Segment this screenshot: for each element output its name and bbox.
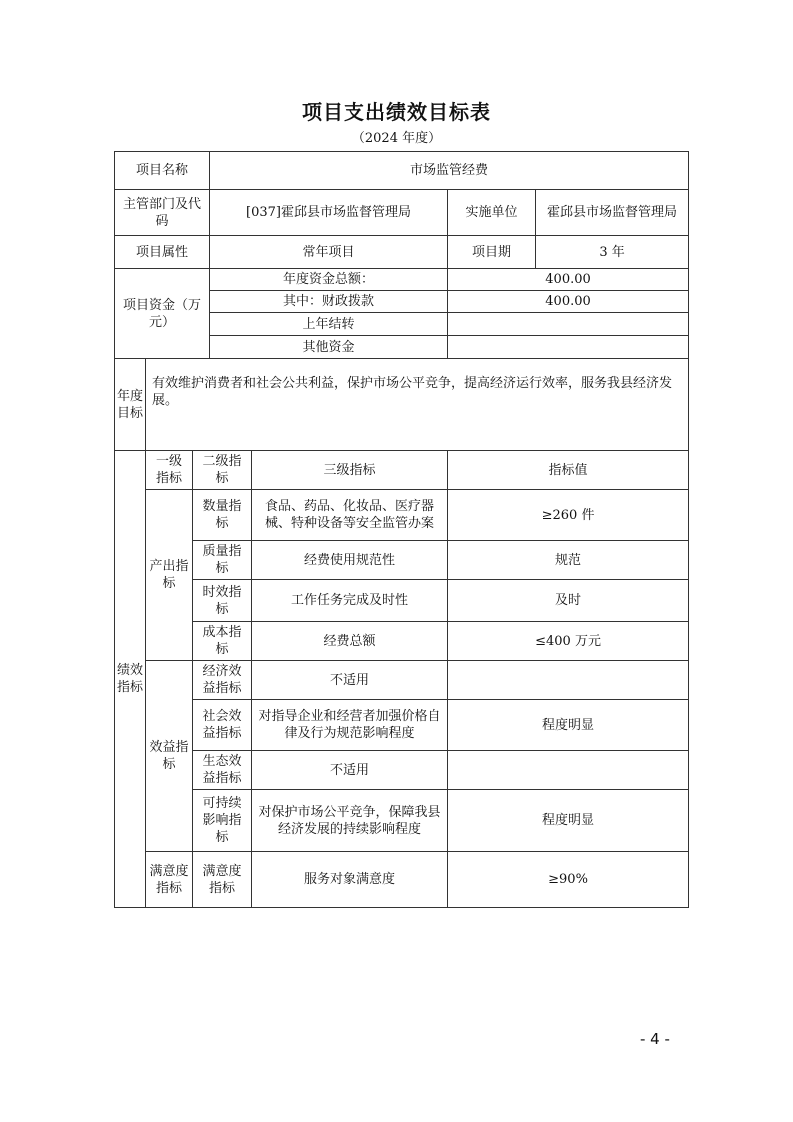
indicator-row: [115, 852, 689, 908]
level2-cell: 数量指标: [193, 490, 252, 541]
value-cell: 规范: [448, 541, 689, 580]
indicator-row: [115, 580, 689, 622]
value-cell: 程度明显: [448, 700, 689, 751]
dept-label: 主管部门及代码: [115, 190, 210, 236]
level2-cell: 质量指标: [193, 541, 252, 580]
level2-cell: 社会效益指标: [193, 700, 252, 751]
performance-target-table: [114, 151, 689, 908]
header-level3: 三级指标: [252, 451, 448, 490]
level3-cell: 工作任务完成及时性: [252, 580, 448, 622]
level2-cell: 生态效益指标: [193, 751, 252, 790]
value-cell: 及时: [448, 580, 689, 622]
indicator-row: [115, 622, 689, 661]
level2-cell: 成本指标: [193, 622, 252, 661]
value-cell: [448, 661, 689, 700]
fund-label: 其他资金: [210, 336, 448, 359]
level3-cell: 不适用: [252, 751, 448, 790]
level3-cell: 对指导企业和经营者加强价格自律及行为规范影响程度: [252, 700, 448, 751]
impl-value: 霍邱县市场监督管理局: [536, 190, 689, 236]
level3-cell: 经费总额: [252, 622, 448, 661]
row-funds-total: [115, 269, 689, 291]
row-indicator-headers: [115, 451, 689, 490]
header-level1: 一级指标: [146, 451, 193, 490]
row-project-name: [115, 152, 689, 190]
fund-label: 上年结转: [210, 313, 448, 336]
indicator-row: [115, 490, 689, 541]
project-name-value: 市场监管经费: [210, 152, 689, 190]
value-cell: ≤400 万元: [448, 622, 689, 661]
fund-value: [448, 313, 689, 336]
satisfaction-indicator-label: 满意度指标: [146, 852, 193, 908]
level2-cell: 满意度指标: [193, 852, 252, 908]
value-cell: ≥90%: [448, 852, 689, 908]
period-value: 3 年: [536, 236, 689, 269]
funds-label: 项目资金（万元）: [115, 269, 210, 359]
fund-value: 400.00: [448, 269, 689, 291]
row-department: [115, 190, 689, 236]
attr-label: 项目属性: [115, 236, 210, 269]
indicator-row: [115, 790, 689, 852]
level3-cell: 经费使用规范性: [252, 541, 448, 580]
indicator-row: [115, 751, 689, 790]
fund-label: 其中：财政拨款: [210, 291, 448, 313]
indicator-row: [115, 541, 689, 580]
dept-value: [037]霍邱县市场监督管理局: [210, 190, 448, 236]
output-indicator-label: 产出指标: [146, 490, 193, 661]
impl-label: 实施单位: [448, 190, 536, 236]
page-number: - 4 -: [640, 1030, 670, 1048]
value-cell: 程度明显: [448, 790, 689, 852]
project-name-label: 项目名称: [115, 152, 210, 190]
indicator-row: [115, 700, 689, 751]
indicator-row: [115, 661, 689, 700]
value-cell: [448, 751, 689, 790]
fund-label: 年度资金总额：: [210, 269, 448, 291]
period-label: 项目期: [448, 236, 536, 269]
page-title: 项目支出绩效目标表: [302, 100, 491, 124]
fund-value: 400.00: [448, 291, 689, 313]
attr-value: 常年项目: [210, 236, 448, 269]
level2-cell: 经济效益指标: [193, 661, 252, 700]
level3-cell: 服务对象满意度: [252, 852, 448, 908]
level3-cell: 不适用: [252, 661, 448, 700]
level3-cell: 食品、药品、化妆品、医疗器械、特种设备等安全监管办案: [252, 490, 448, 541]
value-cell: ≥260 件: [448, 490, 689, 541]
indicators-section-label: 绩效指标: [115, 451, 146, 908]
level2-cell: 时效指标: [193, 580, 252, 622]
header-level2: 二级指标: [193, 451, 252, 490]
row-attribute: [115, 236, 689, 269]
fiscal-year: （2024 年度）: [351, 131, 442, 146]
level2-cell: 可持续影响指标: [193, 790, 252, 852]
header-value: 指标值: [448, 451, 689, 490]
level3-cell: 对保护市场公平竞争，保障我县经济发展的持续影响程度: [252, 790, 448, 852]
fund-value: [448, 336, 689, 359]
benefit-indicator-label: 效益指标: [146, 661, 193, 852]
goal-label: 年度目标: [115, 359, 146, 451]
goal-text: 有效维护消费者和社会公共利益，保护市场公平竞争，提高经济运行效率，服务我县经济发展。: [146, 359, 689, 451]
row-annual-goal: [115, 359, 689, 451]
